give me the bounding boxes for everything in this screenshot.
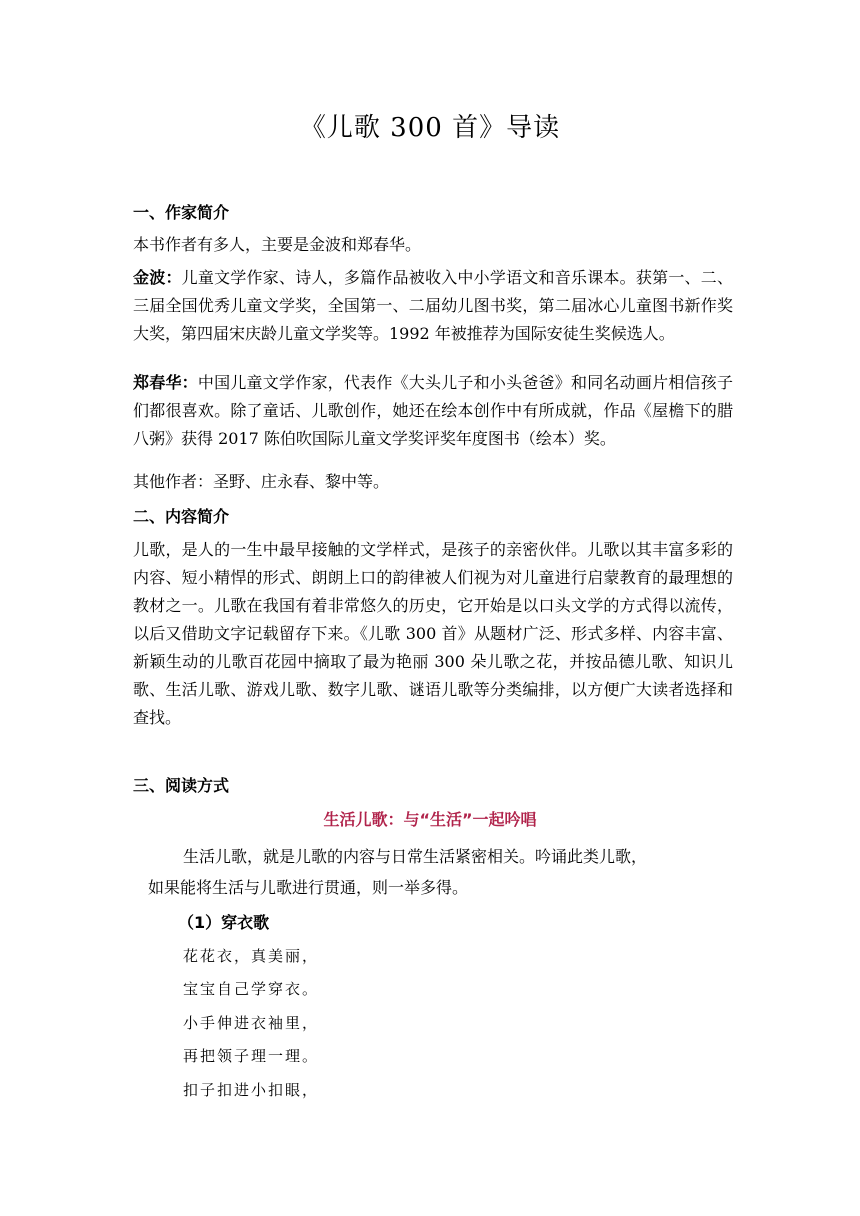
poem-title: （1）穿衣歌 <box>178 913 270 932</box>
poem-line: 再把领子理一理。 <box>183 1047 320 1065</box>
author-intro-text: 本书作者有多人，主要是金波和郑春华。 <box>133 235 422 254</box>
section-heading-author: 一、作家简介 <box>133 203 230 222</box>
zheng-paragraph <box>133 369 733 453</box>
other-authors-text: 其他作者：圣野、庄永春、黎中等。 <box>133 472 390 491</box>
jinbo-paragraph <box>133 264 733 348</box>
poem-line: 小手伸进衣袖里， <box>183 1014 320 1032</box>
poem-line: 扣子扣进小扣眼， <box>183 1081 320 1099</box>
jinbo-label: 金波： <box>133 268 182 287</box>
section-heading-content: 二、内容简介 <box>133 507 230 526</box>
zheng-text: 中国儿童文学作家，代表作《大头儿子和小头爸爸》和同名动画片相信孩子们都很喜欢。除了童话、儿歌创作，她还在绘本创作中有所成就，作品《屋檐下的腊八粥》获得 2017 陈伯吹国际儿童文学奖评奖年度图书（绘本）奖。 <box>133 373 733 448</box>
reading-paragraph-line-1: 生活儿歌，就是儿歌的内容与日常生活紧密相关。吟诵此类儿歌， <box>183 847 648 866</box>
jinbo-text: 儿童文学作家、诗人，多篇作品被收入中小学语文和音乐课本。获第一、二、三届全国优秀儿童文学奖，全国第一、二届幼儿图书奖，第二届冰心儿童图书新作奖大奖，第四届宋庆龄儿童文学奖等。1992 年被推荐为国际安徒生奖候选人。 <box>133 268 733 343</box>
zheng-label: 郑春华： <box>133 373 198 392</box>
poem-line: 宝宝自己学穿衣。 <box>183 980 320 998</box>
content-intro-paragraph: 儿歌，是人的一生中最早接触的文学样式，是孩子的亲密伙伴。儿歌以其丰富多彩的内容、短小精悍的形式、朗朗上口的韵律被人们视为对儿童进行启蒙教育的最理想的教材之一。儿歌在我国有着非常悠久的历史，它开始是以口头文学的方式得以流传，以后又借助文字记载留存下来。《儿歌 300 首》从题材广泛、形式多样、内容丰富、新颖生动的儿歌百花园中摘取了最为艳丽 300 朵儿歌之花，并按品德儿歌、知识儿歌、生活儿歌、游戏儿歌、数字儿歌、谜语儿歌等分类编排，以方便广大读者选择和查找。 <box>133 540 733 727</box>
reading-paragraph-line-2: 如果能将生活与儿歌进行贯通，则一举多得。 <box>148 878 469 897</box>
page-title: 《儿歌 300 首》导读 <box>299 113 561 143</box>
subsection-title: 生活儿歌：与“生活”一起吟唱 <box>323 810 537 829</box>
poem-line: 花花衣，真美丽， <box>183 947 320 965</box>
section-heading-reading: 三、阅读方式 <box>133 776 230 795</box>
